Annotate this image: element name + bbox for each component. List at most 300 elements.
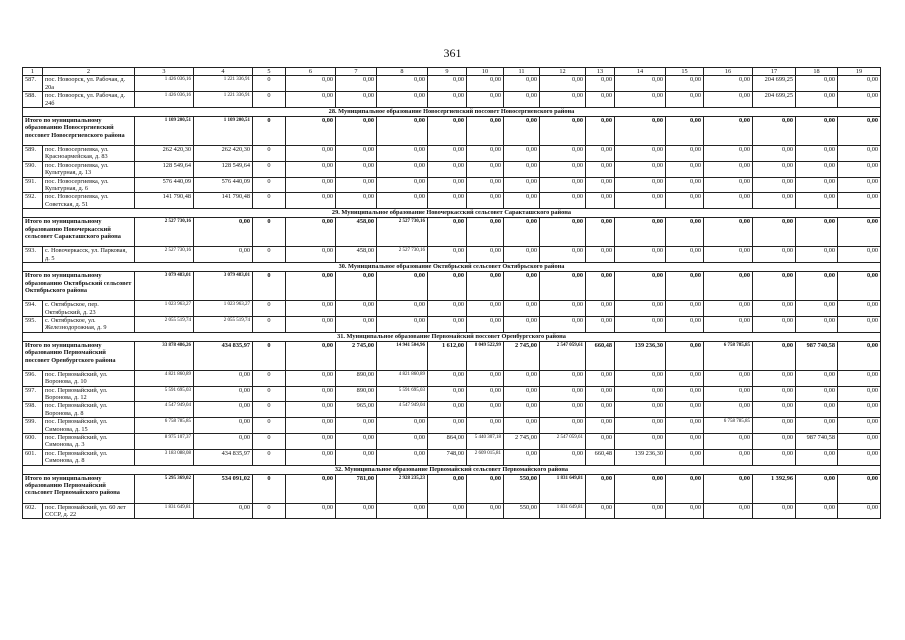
table-cell: 0,00 bbox=[753, 386, 796, 402]
table-cell: 534 091,02 bbox=[194, 474, 253, 503]
row-number: 595. bbox=[23, 316, 43, 332]
table-cell: 0 bbox=[253, 146, 286, 162]
table-cell: 0,00 bbox=[540, 402, 586, 418]
table-cell: 0,00 bbox=[504, 316, 540, 332]
column-header: 17 bbox=[753, 68, 796, 76]
row-number: 588. bbox=[23, 92, 43, 108]
table-cell: 0,00 bbox=[586, 218, 615, 247]
table-cell: 0,00 bbox=[586, 301, 615, 317]
table-cell: 0,00 bbox=[586, 402, 615, 418]
address-cell: пос. Новосергиевка, ул. Красноармейская, д. 83 bbox=[43, 146, 135, 162]
column-header: 19 bbox=[838, 68, 881, 76]
table-cell: 0,00 bbox=[428, 177, 467, 193]
total-row bbox=[23, 272, 881, 301]
table-cell: 5 440 307,18 bbox=[467, 433, 504, 449]
total-label: Итого по муниципальному образованию Новосергиевский поссовет Новосергиевского района bbox=[23, 117, 135, 146]
table-cell: 0,00 bbox=[666, 301, 704, 317]
table-cell: 0,00 bbox=[504, 301, 540, 317]
table-cell: 0,00 bbox=[467, 503, 504, 519]
table-cell: 0,00 bbox=[666, 272, 704, 301]
table-cell: 0,00 bbox=[586, 247, 615, 263]
table-cell: 0,00 bbox=[467, 177, 504, 193]
table-cell: 0,00 bbox=[753, 433, 796, 449]
table-cell: 0,00 bbox=[704, 146, 753, 162]
table-cell: 0,00 bbox=[377, 177, 428, 193]
table-cell: 0,00 bbox=[377, 117, 428, 146]
table-cell: 0 bbox=[253, 161, 286, 177]
column-header: 1 bbox=[23, 68, 43, 76]
table-cell: 0,00 bbox=[615, 247, 666, 263]
table-cell: 0,00 bbox=[540, 218, 586, 247]
table-cell: 0,00 bbox=[615, 418, 666, 434]
table-cell: 0,00 bbox=[336, 503, 377, 519]
table-cell: 0,00 bbox=[286, 117, 336, 146]
table-cell: 0,00 bbox=[704, 301, 753, 317]
table-cell: 0,00 bbox=[467, 193, 504, 209]
column-header: 8 bbox=[377, 68, 428, 76]
table-cell: 0,00 bbox=[467, 418, 504, 434]
table-cell: 0,00 bbox=[615, 117, 666, 146]
table-cell: 1 221 336,91 bbox=[194, 92, 253, 108]
table-cell: 0,00 bbox=[377, 146, 428, 162]
table-cell: 0,00 bbox=[286, 316, 336, 332]
table-cell: 0,00 bbox=[504, 386, 540, 402]
table-cell: 0,00 bbox=[796, 386, 838, 402]
table-cell: 262 420,30 bbox=[194, 146, 253, 162]
table-cell: 0 bbox=[253, 218, 286, 247]
total-label: Итого по муниципальному образованию Первомайский сельсовет Первомайского района bbox=[23, 474, 135, 503]
table-cell: 139 236,30 bbox=[615, 341, 666, 370]
table-cell: 1 831 649,81 bbox=[135, 503, 194, 519]
table-cell: 1 392,96 bbox=[753, 474, 796, 503]
table-cell: 0,00 bbox=[336, 449, 377, 465]
table-cell: 0,00 bbox=[666, 474, 704, 503]
table-cell: 0,00 bbox=[504, 177, 540, 193]
table-cell: 0,00 bbox=[704, 76, 753, 92]
table-cell: 0,00 bbox=[615, 193, 666, 209]
table-cell: 0,00 bbox=[336, 146, 377, 162]
table-cell: 3 183 088,08 bbox=[135, 449, 194, 465]
table-cell: 987 740,58 bbox=[796, 341, 838, 370]
table-cell: 0,00 bbox=[286, 161, 336, 177]
address-cell: пос. Первомайский, ул. 60 лет СССР, д. 22 bbox=[43, 503, 135, 519]
table-cell: 0,00 bbox=[286, 92, 336, 108]
table-cell: 0,00 bbox=[194, 402, 253, 418]
table-cell: 0,00 bbox=[615, 218, 666, 247]
table-cell: 0,00 bbox=[336, 92, 377, 108]
table-cell: 0 bbox=[253, 386, 286, 402]
table-cell: 3 079 483,01 bbox=[135, 272, 194, 301]
table-cell: 0,00 bbox=[666, 161, 704, 177]
table-cell: 458,00 bbox=[336, 247, 377, 263]
table-cell: 0,00 bbox=[467, 386, 504, 402]
table-cell: 0,00 bbox=[704, 433, 753, 449]
table-cell: 0,00 bbox=[753, 218, 796, 247]
table-cell: 0,00 bbox=[377, 92, 428, 108]
table-cell: 0,00 bbox=[838, 370, 881, 386]
table-cell: 0,00 bbox=[540, 92, 586, 108]
table-cell: 1 023 963,27 bbox=[135, 301, 194, 317]
row-number: 587. bbox=[23, 76, 43, 92]
total-label: Итого по муниципальному образованию Новочеркасский сельсовет Саракташского района bbox=[23, 218, 135, 247]
table-cell: 0,00 bbox=[504, 370, 540, 386]
table-cell: 0,00 bbox=[377, 418, 428, 434]
header-row bbox=[23, 68, 881, 76]
table-cell: 0,00 bbox=[467, 474, 504, 503]
address-cell: пос. Новоорск, ул. Рабочая, д. 20а bbox=[43, 76, 135, 92]
table-cell: 14 941 504,96 bbox=[377, 341, 428, 370]
table-cell: 890,00 bbox=[336, 370, 377, 386]
table-cell: 0,00 bbox=[753, 193, 796, 209]
table-cell: 0,00 bbox=[838, 433, 881, 449]
total-row bbox=[23, 117, 881, 146]
table-cell: 0,00 bbox=[504, 418, 540, 434]
table-cell: 0,00 bbox=[838, 449, 881, 465]
row-number: 599. bbox=[23, 418, 43, 434]
table-cell: 0,00 bbox=[666, 193, 704, 209]
table-cell: 0,00 bbox=[467, 316, 504, 332]
table-row bbox=[23, 247, 881, 263]
table-cell: 0 bbox=[253, 272, 286, 301]
table-cell: 0,00 bbox=[540, 247, 586, 263]
table-cell: 0,00 bbox=[753, 402, 796, 418]
table-cell: 128 549,64 bbox=[135, 161, 194, 177]
table-cell: 0,00 bbox=[586, 474, 615, 503]
table-cell: 6 758 785,85 bbox=[704, 418, 753, 434]
table-cell: 0,00 bbox=[704, 218, 753, 247]
table-cell: 0,00 bbox=[666, 386, 704, 402]
table-cell: 139 236,30 bbox=[615, 449, 666, 465]
table-cell: 0,00 bbox=[540, 272, 586, 301]
table-cell: 0,00 bbox=[286, 418, 336, 434]
table-cell: 0,00 bbox=[753, 370, 796, 386]
table-cell: 2 547 059,61 bbox=[540, 341, 586, 370]
table-cell: 0,00 bbox=[286, 247, 336, 263]
table-cell: 8 049 522,99 bbox=[467, 341, 504, 370]
table-cell: 0,00 bbox=[194, 433, 253, 449]
table-cell: 0,00 bbox=[586, 76, 615, 92]
table-cell: 0,00 bbox=[428, 193, 467, 209]
table-cell: 0,00 bbox=[796, 218, 838, 247]
address-cell: пос. Первомайский, ул. Симонова, д. 8 bbox=[43, 449, 135, 465]
table-cell: 0,00 bbox=[586, 117, 615, 146]
table-cell: 0,00 bbox=[428, 386, 467, 402]
column-header: 4 bbox=[194, 68, 253, 76]
section-title: 31. Муниципальное образование Первомайский поссовет Оренбургского района bbox=[23, 332, 881, 341]
table-cell: 434 835,97 bbox=[194, 341, 253, 370]
table-cell: 0,00 bbox=[286, 301, 336, 317]
column-header: 10 bbox=[467, 68, 504, 76]
address-cell: пос. Первомайский, ул. Воронова, д. 10 bbox=[43, 370, 135, 386]
table-cell: 0,00 bbox=[540, 193, 586, 209]
table-cell: 0,00 bbox=[540, 146, 586, 162]
table-cell: 0,00 bbox=[753, 117, 796, 146]
column-header: 13 bbox=[586, 68, 615, 76]
table-cell: 0,00 bbox=[796, 247, 838, 263]
table-cell: 0,00 bbox=[336, 76, 377, 92]
table-cell: 0,00 bbox=[467, 161, 504, 177]
table-cell: 0,00 bbox=[586, 316, 615, 332]
table-cell: 0,00 bbox=[377, 76, 428, 92]
table-cell: 0,00 bbox=[467, 402, 504, 418]
column-header: 6 bbox=[286, 68, 336, 76]
table-cell: 0,00 bbox=[428, 301, 467, 317]
table-cell: 0,00 bbox=[194, 418, 253, 434]
table-cell: 0,00 bbox=[666, 341, 704, 370]
table-cell: 0,00 bbox=[286, 474, 336, 503]
table-cell: 576 440,09 bbox=[135, 177, 194, 193]
table-cell: 0,00 bbox=[615, 402, 666, 418]
table-cell: 0,00 bbox=[615, 474, 666, 503]
table-cell: 0,00 bbox=[586, 418, 615, 434]
table-cell: 0,00 bbox=[428, 92, 467, 108]
table-cell: 0,00 bbox=[753, 247, 796, 263]
total-row bbox=[23, 218, 881, 247]
table-cell: 0,00 bbox=[796, 449, 838, 465]
table-cell: 0,00 bbox=[504, 247, 540, 263]
table-cell: 0,00 bbox=[504, 117, 540, 146]
table-cell: 550,00 bbox=[504, 474, 540, 503]
column-header: 15 bbox=[666, 68, 704, 76]
address-cell: пос. Новоорск, ул. Рабочая, д. 24б bbox=[43, 92, 135, 108]
table-cell: 0,00 bbox=[286, 402, 336, 418]
table-cell: 0,00 bbox=[615, 316, 666, 332]
table-cell: 2 609 015,81 bbox=[467, 449, 504, 465]
table-cell: 0,00 bbox=[540, 418, 586, 434]
table-cell: 0,00 bbox=[704, 117, 753, 146]
section-title: 28. Муниципальное образование Новосергиевский поссовет Новосергиевского района bbox=[23, 108, 881, 117]
table-cell: 0,00 bbox=[286, 76, 336, 92]
table-cell: 0,00 bbox=[838, 316, 881, 332]
table-cell: 0,00 bbox=[336, 272, 377, 301]
table-cell: 2 745,00 bbox=[504, 341, 540, 370]
table-row bbox=[23, 193, 881, 209]
table-cell: 0,00 bbox=[428, 161, 467, 177]
table-cell: 0,00 bbox=[666, 370, 704, 386]
table-cell: 2 527 730,16 bbox=[135, 247, 194, 263]
table-cell: 0,00 bbox=[540, 449, 586, 465]
table-cell: 748,00 bbox=[428, 449, 467, 465]
table-cell: 0,00 bbox=[838, 161, 881, 177]
table-cell: 0,00 bbox=[666, 92, 704, 108]
table-cell: 0,00 bbox=[540, 161, 586, 177]
table-cell: 0,00 bbox=[838, 193, 881, 209]
column-header: 7 bbox=[336, 68, 377, 76]
table-cell: 0,00 bbox=[796, 402, 838, 418]
table-cell: 0,00 bbox=[194, 386, 253, 402]
total-label: Итого по муниципальному образованию Первомайский поссовет Оренбургского района bbox=[23, 341, 135, 370]
table-cell: 6 758 785,85 bbox=[135, 418, 194, 434]
table-cell: 1 109 200,51 bbox=[194, 117, 253, 146]
table-cell: 0,00 bbox=[467, 117, 504, 146]
table-cell: 0,00 bbox=[286, 177, 336, 193]
table-cell: 204 699,25 bbox=[753, 92, 796, 108]
table-cell: 2 928 235,23 bbox=[377, 474, 428, 503]
address-cell: с. Октябрьское, пер. Октябрьский, д. 23 bbox=[43, 301, 135, 317]
table-cell: 6 758 785,85 bbox=[704, 341, 753, 370]
table-cell: 2 745,00 bbox=[336, 341, 377, 370]
table-cell: 576 440,09 bbox=[194, 177, 253, 193]
address-cell: с. Новочеркасск, ул. Парковая, д. 5 bbox=[43, 247, 135, 263]
table-row bbox=[23, 301, 881, 317]
table-cell: 0,00 bbox=[586, 386, 615, 402]
table-cell: 0,00 bbox=[796, 193, 838, 209]
table-cell: 0 bbox=[253, 433, 286, 449]
table-cell: 0,00 bbox=[838, 76, 881, 92]
table-cell: 2 527 730,16 bbox=[377, 218, 428, 247]
column-header: 5 bbox=[253, 68, 286, 76]
table-cell: 0,00 bbox=[615, 433, 666, 449]
table-cell: 0,00 bbox=[336, 301, 377, 317]
table-cell: 0,00 bbox=[428, 316, 467, 332]
table-row bbox=[23, 402, 881, 418]
table-cell: 0,00 bbox=[615, 92, 666, 108]
section-header-row bbox=[23, 465, 881, 474]
total-row bbox=[23, 474, 881, 503]
column-header: 3 bbox=[135, 68, 194, 76]
table-cell: 128 549,64 bbox=[194, 161, 253, 177]
section-title: 29. Муниципальное образование Новочеркасский сельсовет Саракташского района bbox=[23, 209, 881, 218]
table-cell: 0,00 bbox=[753, 449, 796, 465]
table-cell: 0 bbox=[253, 449, 286, 465]
table-cell: 0 bbox=[253, 402, 286, 418]
table-cell: 0,00 bbox=[377, 503, 428, 519]
page-number: 361 bbox=[443, 46, 462, 60]
table-cell: 3 079 483,01 bbox=[194, 272, 253, 301]
table-cell: 0,00 bbox=[467, 370, 504, 386]
address-cell: пос. Первомайский, ул. Воронова, д. 8 bbox=[43, 402, 135, 418]
table-cell: 0 bbox=[253, 418, 286, 434]
section-header-row bbox=[23, 108, 881, 117]
table-cell: 0,00 bbox=[838, 503, 881, 519]
table-cell: 204 699,25 bbox=[753, 76, 796, 92]
table-cell: 0,00 bbox=[615, 177, 666, 193]
table-cell: 0,00 bbox=[428, 218, 467, 247]
table-cell: 0,00 bbox=[796, 117, 838, 146]
table-cell: 0,00 bbox=[194, 247, 253, 263]
row-number: 589. bbox=[23, 146, 43, 162]
address-cell: пос. Первомайский, ул. Воронова, д. 12 bbox=[43, 386, 135, 402]
table-cell: 0,00 bbox=[753, 341, 796, 370]
table-cell: 0,00 bbox=[615, 503, 666, 519]
table-cell: 0,00 bbox=[586, 146, 615, 162]
table-cell: 0,00 bbox=[586, 161, 615, 177]
table-cell: 0,00 bbox=[666, 503, 704, 519]
table-cell: 458,00 bbox=[336, 218, 377, 247]
table-cell: 0,00 bbox=[504, 402, 540, 418]
table-cell: 2 055 519,74 bbox=[194, 316, 253, 332]
table-cell: 0,00 bbox=[194, 503, 253, 519]
table-cell: 0,00 bbox=[666, 76, 704, 92]
table-cell: 0,00 bbox=[504, 146, 540, 162]
table-cell: 0,00 bbox=[704, 370, 753, 386]
table-cell: 0,00 bbox=[194, 370, 253, 386]
table-cell: 0,00 bbox=[377, 316, 428, 332]
table-row bbox=[23, 177, 881, 193]
table-cell: 0,00 bbox=[586, 272, 615, 301]
table-cell: 965,00 bbox=[336, 402, 377, 418]
table-cell: 0,00 bbox=[838, 218, 881, 247]
address-cell: пос. Новосергиевка, ул. Культурная, д. 13 bbox=[43, 161, 135, 177]
table-cell: 0,00 bbox=[753, 177, 796, 193]
table-cell: 4 821 860,89 bbox=[135, 370, 194, 386]
table-cell: 0 bbox=[253, 301, 286, 317]
table-cell: 0,00 bbox=[377, 449, 428, 465]
table-row bbox=[23, 503, 881, 519]
table-cell: 0,00 bbox=[704, 386, 753, 402]
table-cell: 2 527 730,16 bbox=[135, 218, 194, 247]
table-cell: 0,00 bbox=[666, 402, 704, 418]
table-cell: 5 295 369,02 bbox=[135, 474, 194, 503]
table-cell: 0,00 bbox=[796, 301, 838, 317]
table-cell: 0,00 bbox=[615, 272, 666, 301]
section-header-row bbox=[23, 332, 881, 341]
table-cell: 33 878 486,26 bbox=[135, 341, 194, 370]
table-cell: 0,00 bbox=[796, 161, 838, 177]
table-row bbox=[23, 161, 881, 177]
column-header: 2 bbox=[43, 68, 135, 76]
table-cell: 987 740,58 bbox=[796, 433, 838, 449]
table-cell: 0,00 bbox=[286, 193, 336, 209]
table-cell: 0,00 bbox=[428, 474, 467, 503]
table-cell: 0,00 bbox=[286, 449, 336, 465]
table-cell: 0,00 bbox=[194, 218, 253, 247]
table-cell: 0,00 bbox=[467, 76, 504, 92]
column-header: 16 bbox=[704, 68, 753, 76]
table-cell: 0,00 bbox=[796, 146, 838, 162]
table-row bbox=[23, 370, 881, 386]
table-cell: 0,00 bbox=[666, 117, 704, 146]
row-number: 602. bbox=[23, 503, 43, 519]
table-cell: 0 bbox=[253, 177, 286, 193]
table-cell: 0,00 bbox=[467, 218, 504, 247]
row-number: 596. bbox=[23, 370, 43, 386]
table-cell: 660,48 bbox=[586, 341, 615, 370]
table-cell: 660,48 bbox=[586, 449, 615, 465]
table-cell: 0,00 bbox=[753, 503, 796, 519]
table-cell: 0,00 bbox=[286, 433, 336, 449]
table-cell: 0,00 bbox=[504, 272, 540, 301]
table-cell: 0,00 bbox=[540, 76, 586, 92]
table-cell: 0,00 bbox=[838, 474, 881, 503]
table-cell: 0,00 bbox=[753, 316, 796, 332]
table-cell: 0,00 bbox=[428, 247, 467, 263]
table-cell: 0,00 bbox=[467, 92, 504, 108]
table-row bbox=[23, 146, 881, 162]
table-cell: 0,00 bbox=[753, 301, 796, 317]
column-header: 9 bbox=[428, 68, 467, 76]
table-cell: 1 023 963,27 bbox=[194, 301, 253, 317]
table-cell: 0,00 bbox=[796, 418, 838, 434]
table-cell: 864,00 bbox=[428, 433, 467, 449]
table-cell: 0,00 bbox=[428, 418, 467, 434]
table-cell: 0,00 bbox=[504, 193, 540, 209]
table-cell: 4 547 949,04 bbox=[135, 402, 194, 418]
table-cell: 0,00 bbox=[753, 146, 796, 162]
table-row bbox=[23, 316, 881, 332]
table-cell: 0,00 bbox=[838, 146, 881, 162]
address-cell: пос. Первомайский, ул. Симонова, д. 3 bbox=[43, 433, 135, 449]
table-cell: 1 831 649,81 bbox=[540, 474, 586, 503]
row-number: 598. bbox=[23, 402, 43, 418]
row-number: 593. bbox=[23, 247, 43, 263]
table-cell: 0,00 bbox=[796, 177, 838, 193]
table-cell: 0,00 bbox=[377, 301, 428, 317]
table-cell: 0,00 bbox=[286, 341, 336, 370]
table-cell: 0,00 bbox=[336, 117, 377, 146]
table-cell: 0,00 bbox=[615, 386, 666, 402]
table-cell: 434 835,97 bbox=[194, 449, 253, 465]
